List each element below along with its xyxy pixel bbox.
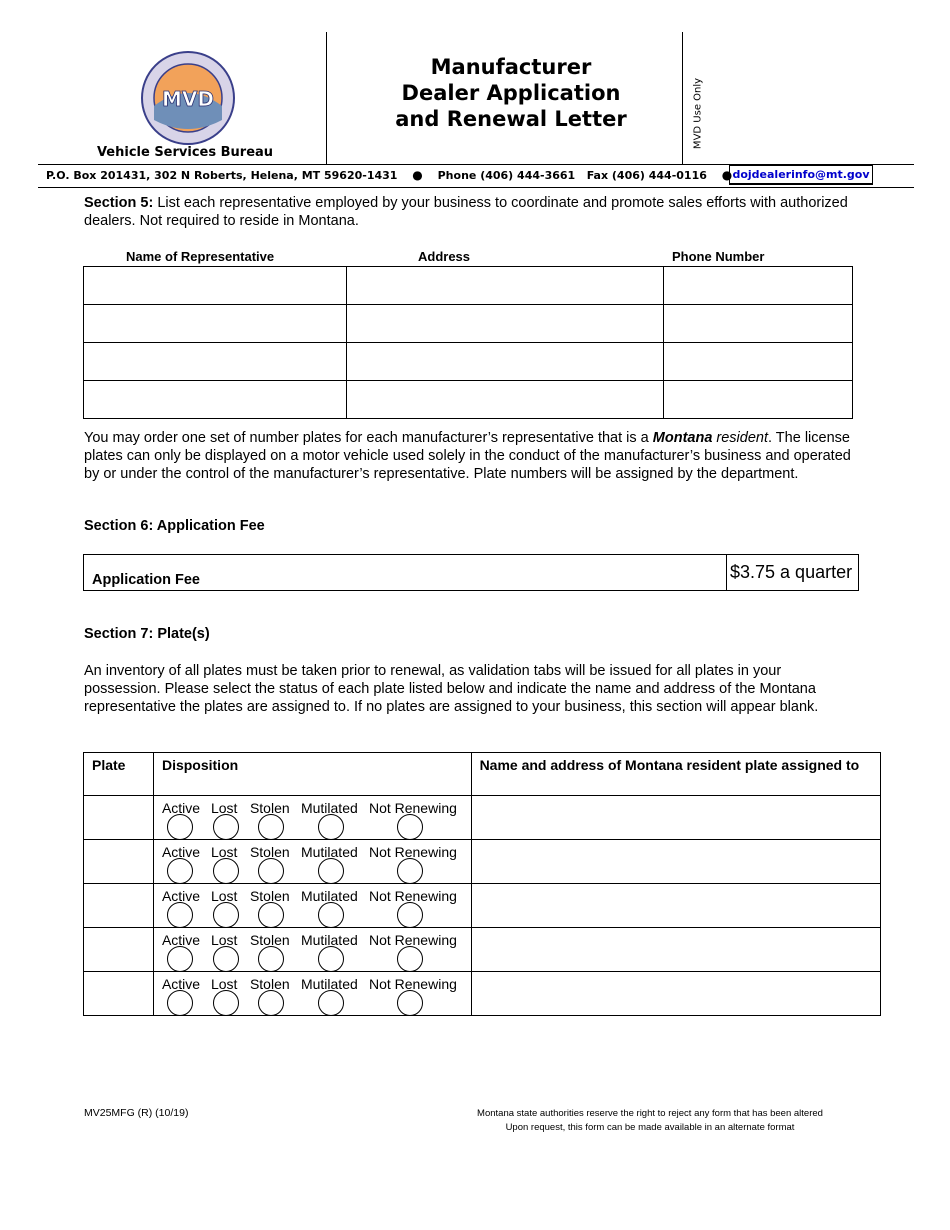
- plate-cell[interactable]: [84, 972, 154, 1016]
- radio-mutilated[interactable]: [318, 902, 344, 928]
- option-active-label: Active: [161, 888, 201, 904]
- section5-heading: Section 5:: [84, 195, 154, 211]
- option-not-renewing-label: Not Renewing: [368, 800, 457, 816]
- radio-mutilated[interactable]: [318, 990, 344, 1016]
- plates-note: You may order one set of number plates for each manufacturer’s representative that is a Montana resident. The license plates can only be displayed on a motor vehicle used solely in the conduct of the manufacturer’s business and operated by or under the control of the manufacturer’s representative. Plate numbers will be assigned by the department.: [84, 430, 851, 482]
- option-active-label: Active: [161, 800, 201, 816]
- plates-table: [83, 752, 881, 1016]
- radio-stolen[interactable]: [258, 946, 284, 972]
- option-lost-label: Lost: [210, 976, 238, 992]
- table-row: [84, 840, 881, 884]
- option-not-renewing-label: Not Renewing: [368, 976, 457, 992]
- option-mutilated-label: Mutilated: [300, 932, 358, 948]
- fee-label: Application Fee: [92, 572, 200, 588]
- form-id: MV25MFG (R) (10/19): [84, 1107, 189, 1119]
- rep-phone-cell[interactable]: [664, 381, 853, 419]
- assigned-to-cell[interactable]: [471, 796, 880, 840]
- assigned-to-cell[interactable]: [471, 884, 880, 928]
- option-active-label: Active: [161, 932, 201, 948]
- radio-stolen[interactable]: [258, 814, 284, 840]
- plate-cell[interactable]: [84, 884, 154, 928]
- radio-active[interactable]: [167, 902, 193, 928]
- radio-not-renewing[interactable]: [397, 946, 423, 972]
- radio-mutilated[interactable]: [318, 946, 344, 972]
- col-phone-number: Phone Number: [672, 249, 765, 264]
- option-mutilated-label: Mutilated: [300, 888, 358, 904]
- header-divider-left: [326, 32, 327, 164]
- footer-notice: Montana state authorities reserve the right to reject any form that has been altered Upon request, this form can be made available in an alternate format: [477, 1108, 823, 1133]
- option-not-renewing-label: Not Renewing: [368, 844, 457, 860]
- option-not-renewing-label: Not Renewing: [368, 888, 457, 904]
- section5-intro: Section 5: List each representative employed by your business to coordinate and promote sales efforts with authorized dealers. Not required to reside in Montana.: [84, 195, 848, 229]
- option-lost-label: Lost: [210, 800, 238, 816]
- radio-not-renewing[interactable]: [397, 858, 423, 884]
- svg-text:MVD: MVD: [162, 87, 214, 111]
- bureau-name: Vehicle Services Bureau: [96, 145, 274, 160]
- disposition-cell: [153, 972, 471, 1016]
- option-not-renewing-label: Not Renewing: [368, 932, 457, 948]
- rep-name-cell[interactable]: [84, 267, 347, 305]
- radio-active[interactable]: [167, 946, 193, 972]
- header-divider-right: [682, 32, 683, 164]
- mvd-use-only-label: MVD Use Only: [692, 77, 704, 150]
- form-title: Manufacturer Dealer Application and Renewal Letter: [395, 55, 627, 131]
- option-stolen-label: Stolen: [249, 976, 290, 992]
- disposition-cell: [153, 840, 471, 884]
- col-name-of-representative: Name of Representative: [126, 249, 275, 264]
- col-address: Address: [418, 249, 471, 264]
- radio-lost[interactable]: [213, 858, 239, 884]
- section7-text: An inventory of all plates must be taken prior to renewal, as validation tabs will be issued for all plates in your possession. Please select the status of each plate listed below and indicate the name and address of the Montana representative the plates are assigned to. If no plates are assigned to your business, this section will appear blank.: [84, 663, 819, 715]
- option-active-label: Active: [161, 844, 201, 860]
- radio-mutilated[interactable]: [318, 858, 344, 884]
- rep-name-cell[interactable]: [84, 381, 347, 419]
- option-lost-label: Lost: [210, 844, 238, 860]
- col-plate: Plate: [84, 753, 154, 796]
- radio-active[interactable]: [167, 814, 193, 840]
- radio-not-renewing[interactable]: [397, 814, 423, 840]
- option-mutilated-label: Mutilated: [300, 800, 358, 816]
- radio-active[interactable]: [167, 858, 193, 884]
- contact-info: P.O. Box 201431, 302 N Roberts, Helena, MT 59620-1431 ● Phone (406) 444-3661 Fax (406) 444-0116 ●: [46, 168, 733, 182]
- rep-address-cell[interactable]: [346, 343, 664, 381]
- email-link[interactable]: dojdealerinfo@mt.gov: [729, 165, 873, 185]
- table-row: [84, 381, 853, 419]
- option-lost-label: Lost: [210, 932, 238, 948]
- radio-lost[interactable]: [213, 990, 239, 1016]
- radio-stolen[interactable]: [258, 858, 284, 884]
- assigned-to-cell[interactable]: [471, 928, 880, 972]
- radio-stolen[interactable]: [258, 902, 284, 928]
- rep-address-cell[interactable]: [346, 381, 664, 419]
- table-row: [84, 972, 881, 1016]
- option-mutilated-label: Mutilated: [300, 844, 358, 860]
- option-stolen-label: Stolen: [249, 888, 290, 904]
- fax-number: Fax (406) 444-0116: [586, 169, 707, 182]
- table-row: [84, 343, 853, 381]
- radio-stolen[interactable]: [258, 990, 284, 1016]
- radio-not-renewing[interactable]: [397, 990, 423, 1016]
- option-active-label: Active: [161, 976, 201, 992]
- rep-address-cell[interactable]: [346, 305, 664, 343]
- rep-name-cell[interactable]: [84, 343, 347, 381]
- table-row: [84, 267, 853, 305]
- radio-active[interactable]: [167, 990, 193, 1016]
- mailing-address: P.O. Box 201431, 302 N Roberts, Helena, MT 59620-1431: [46, 169, 398, 182]
- assigned-to-cell[interactable]: [471, 972, 880, 1016]
- col-assigned-to: Name and address of Montana resident plate assigned to: [471, 753, 880, 796]
- rep-phone-cell[interactable]: [664, 267, 853, 305]
- section6-heading: Section 6: Application Fee: [84, 518, 265, 534]
- phone-number: Phone (406) 444-3661: [437, 169, 576, 182]
- fee-value: $3.75 a quarter: [726, 554, 859, 591]
- mvd-logo: [140, 50, 236, 146]
- section7-heading: Section 7: Plate(s): [84, 626, 210, 642]
- rep-phone-cell[interactable]: [664, 343, 853, 381]
- option-mutilated-label: Mutilated: [300, 976, 358, 992]
- table-row: [84, 796, 881, 840]
- rep-phone-cell[interactable]: [664, 305, 853, 343]
- radio-lost[interactable]: [213, 902, 239, 928]
- disposition-cell: [153, 884, 471, 928]
- radio-lost[interactable]: [213, 814, 239, 840]
- representative-table: [83, 266, 853, 419]
- option-stolen-label: Stolen: [249, 800, 290, 816]
- plate-cell[interactable]: [84, 928, 154, 972]
- radio-not-renewing[interactable]: [397, 902, 423, 928]
- plate-cell[interactable]: [84, 796, 154, 840]
- radio-lost[interactable]: [213, 946, 239, 972]
- plate-cell[interactable]: [84, 840, 154, 884]
- option-stolen-label: Stolen: [249, 932, 290, 948]
- radio-mutilated[interactable]: [318, 814, 344, 840]
- rep-name-cell[interactable]: [84, 305, 347, 343]
- option-stolen-label: Stolen: [249, 844, 290, 860]
- col-disposition: Disposition: [153, 753, 471, 796]
- option-lost-label: Lost: [210, 888, 238, 904]
- rep-address-cell[interactable]: [346, 267, 664, 305]
- disposition-cell: [153, 928, 471, 972]
- assigned-to-cell[interactable]: [471, 840, 880, 884]
- table-row: [84, 305, 853, 343]
- table-row: [84, 928, 881, 972]
- table-row: [84, 884, 881, 928]
- disposition-cell: [153, 796, 471, 840]
